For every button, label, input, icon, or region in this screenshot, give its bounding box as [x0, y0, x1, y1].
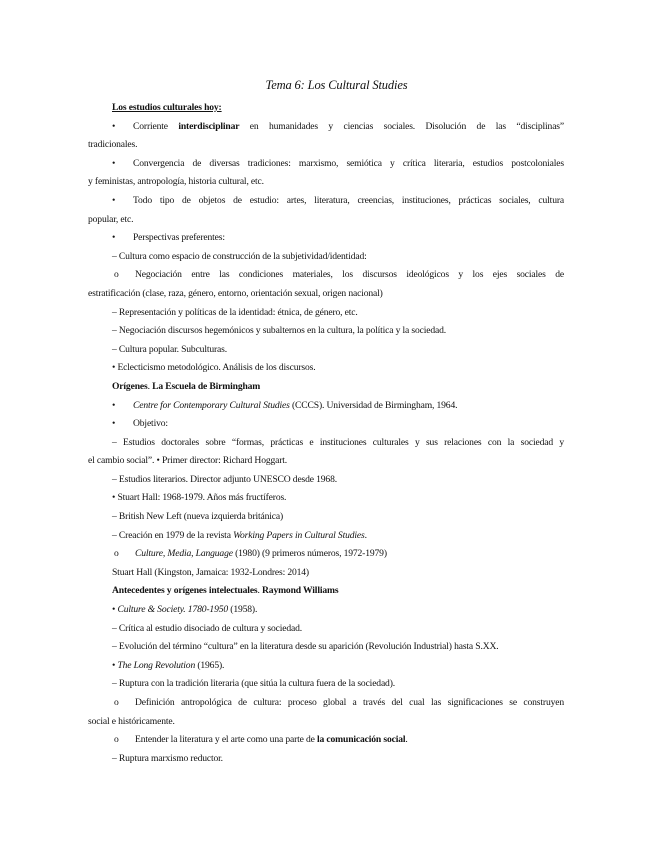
circle-bullet-icon: o: [114, 697, 119, 708]
text-line: [88, 229, 564, 248]
text-line: [88, 731, 564, 750]
text-run: Corriente: [133, 120, 179, 132]
text-line: [88, 155, 564, 174]
text-run: Definición antropológica de cultura: proceso global a través del cual las significaciones se construyen: [135, 697, 564, 708]
text-line: [88, 136, 564, 155]
bullet-icon: •: [112, 232, 116, 244]
text-line: [88, 527, 564, 546]
text-run: – Representación y políticas de la identidad: étnica, de género, etc.: [112, 306, 358, 318]
text-run: Entender la literatura y el arte como una parte de: [135, 734, 318, 746]
text-run: – Negociación discursos hegemónicos y subalternos en la cultura, la política y la sociedad.: [112, 325, 447, 337]
text-run: tradicionales.: [88, 139, 138, 151]
text-run: (1965).: [195, 659, 225, 671]
text-run: Raymond Williams: [262, 585, 339, 597]
text-run: social e históricamente.: [88, 715, 175, 727]
text-line: [88, 657, 564, 676]
text-run: – Creación en 1979 de la revista: [112, 529, 234, 541]
text-run: – Cultura como espacio de construcción de la subjetividad/identidad:: [112, 250, 367, 262]
text-run: (CCCS). Universidad de Birmingham, 1964.: [289, 399, 458, 411]
bullet-icon: •: [112, 194, 116, 206]
text-line: [88, 322, 564, 341]
text-line: [88, 508, 564, 527]
text-run: popular, etc.: [88, 213, 134, 225]
text-line: [88, 713, 564, 732]
text-line: [88, 397, 564, 416]
text-run: • Stuart Hall: 1968-1979. Años más fructíferos.: [112, 492, 287, 504]
text-run: La Escuela de Birmingham: [152, 380, 261, 392]
page-title: Tema 6: Los Cultural Studies: [265, 78, 408, 92]
text-line: [88, 675, 564, 694]
text-run: – Evolución del término “cultura” en la literatura desde su aparición (Revolución Industrial) hasta S.XX.: [112, 641, 499, 653]
text-line: [88, 248, 564, 267]
circle-bullet-icon: o: [114, 548, 119, 560]
text-line: [88, 285, 564, 304]
text-line: [88, 378, 564, 397]
text-line: [88, 564, 564, 583]
text-line: [88, 341, 564, 360]
text-run: la comunicación social: [317, 734, 406, 746]
text-run: – Ruptura marxismo reductor.: [112, 752, 223, 764]
circle-bullet-icon: o: [114, 734, 119, 746]
text-line: [88, 266, 564, 285]
text-run: Working Papers in Cultural Studies: [233, 529, 365, 541]
text-run: •: [112, 659, 118, 671]
text-line: [88, 489, 564, 508]
text-run: – Ruptura con la tradición literaria (que sitúa la cultura fuera de la sociedad).: [112, 678, 395, 690]
text-run: The Long Revolution: [117, 659, 196, 671]
bullet-icon: •: [112, 120, 116, 132]
text-line: [88, 620, 564, 639]
text-line: [88, 99, 564, 118]
text-run: Todo tipo de objetos de estudio: artes, literatura, creencias, instituciones, prácticas sociales, cultura: [133, 194, 564, 206]
text-line: [88, 359, 564, 378]
text-run: Antecedentes y orígenes intelectuales: [112, 585, 258, 597]
text-run: Convergencia de diversas tradiciones: marxismo, semiótica y crítica literaria, estudios postcoloniales: [133, 157, 564, 169]
text-run: y feministas, antropología, historia cultural, etc.: [88, 176, 264, 188]
text-line: [88, 434, 564, 453]
text-run: Culture & Society. 1780-1950: [117, 604, 229, 616]
text-line: [88, 545, 564, 564]
text-run: – Estudios doctorales sobre “formas, prácticas e instituciones culturales y sus relaciones con la sociedad y: [112, 436, 564, 448]
text-run: – British New Left (nueva izquierda británica): [112, 511, 284, 523]
text-line: [88, 118, 564, 137]
text-line: [88, 582, 564, 601]
text-run: Negociación entre las condiciones materiales, los discursos ideológicos y los ejes sociales de: [135, 269, 564, 281]
text-line: [88, 415, 564, 434]
text-line: [88, 192, 564, 211]
text-line: [88, 601, 564, 620]
text-run: Centre for Contemporary Cultural Studies: [133, 399, 290, 411]
text-line: [88, 694, 564, 713]
text-run: Los estudios culturales hoy:: [112, 102, 222, 113]
text-line: [88, 173, 564, 192]
text-line: [88, 750, 564, 769]
text-line: [88, 304, 564, 323]
text-run: Perspectivas preferentes:: [133, 232, 225, 244]
text-run: Stuart Hall (Kingston, Jamaica: 1932-Londres: 2014): [112, 566, 309, 578]
text-run: .: [364, 529, 367, 541]
text-line: [88, 471, 564, 490]
text-run: estratificación (clase, raza, género, entorno, orientación sexual, origen nacional): [88, 287, 383, 299]
bullet-icon: •: [112, 399, 116, 411]
text-line: [88, 211, 564, 230]
text-run: (1980) (9 primeros números, 1972-1979): [232, 548, 387, 560]
text-run: •: [112, 604, 118, 616]
text-run: – Estudios literarios. Director adjunto UNESCO desde 1968.: [112, 473, 337, 485]
circle-bullet-icon: o: [114, 269, 119, 281]
text-run: el cambio social”. • Primer director: Richard Hoggart.: [88, 455, 288, 467]
text-run: Culture, Media, Language: [135, 548, 233, 560]
text-run: .: [147, 380, 153, 392]
text-run: (1958).: [228, 604, 258, 616]
bullet-icon: •: [112, 418, 116, 430]
text-run: Orígenes: [112, 380, 148, 392]
text-run: .: [405, 734, 408, 746]
text-run: – Crítica al estudio disociado de cultura y sociedad.: [112, 622, 302, 634]
text-line: [88, 452, 564, 471]
text-run: – Cultura popular. Subculturas.: [112, 343, 227, 355]
text-run: .: [257, 585, 263, 597]
document-body: [88, 99, 564, 768]
text-run: Objetivo:: [133, 418, 168, 430]
bullet-icon: •: [112, 157, 116, 169]
text-line: [88, 638, 564, 657]
text-run: en humanidades y ciencias sociales. Disolución de las “disciplinas”: [239, 120, 564, 132]
text-run: interdisciplinar: [178, 120, 240, 132]
text-run: • Eclecticismo metodológico. Análisis de los discursos.: [112, 362, 316, 374]
